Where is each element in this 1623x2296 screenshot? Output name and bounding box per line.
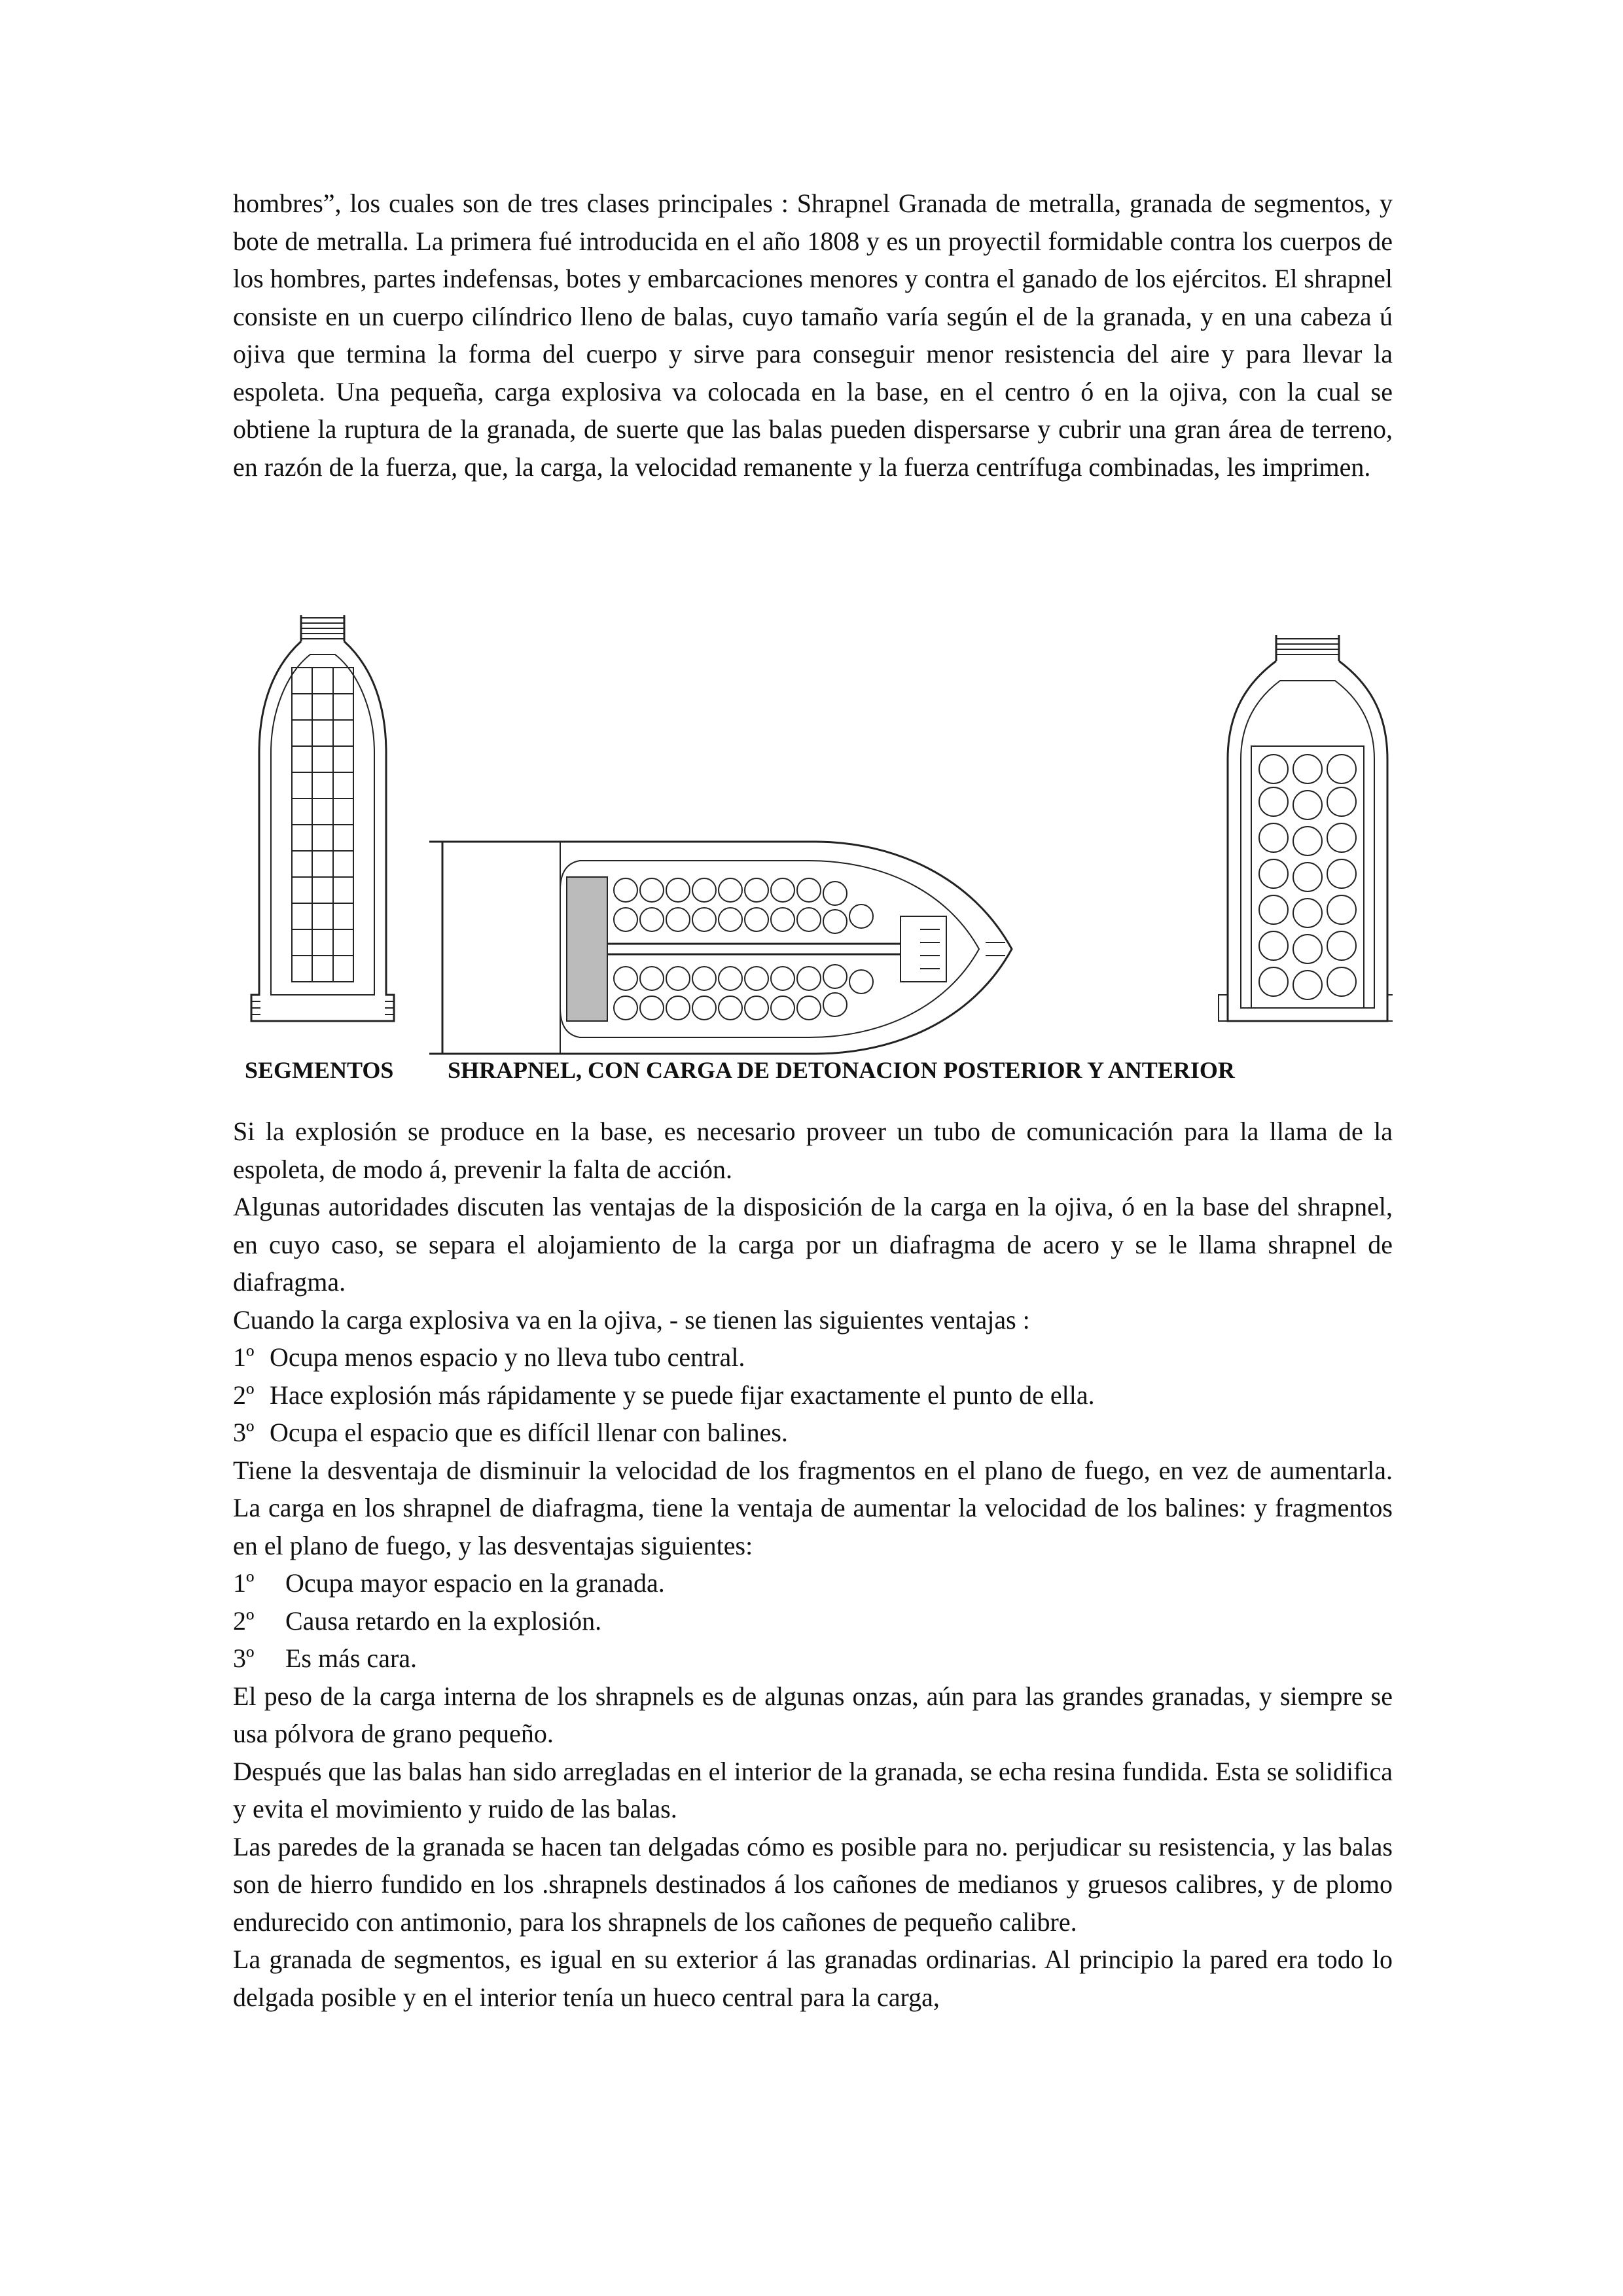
paragraph: Cuando la carga explosiva va en la ojiva, - se tienen las siguientes ventajas :: [233, 1304, 1030, 1335]
paragraph: La granada de segmentos, es igual en su exterior á las granadas ordinarias. Al principio la pared era todo lo delgada posible y en el interior tenía un hueco central para la carga,: [233, 1945, 1393, 2012]
body-text: [233, 1113, 1393, 2016]
advantage-item: 3º Ocupa el espacio que es difícil llenar con balines.: [233, 1418, 788, 1447]
disadvantage-item: 1º Ocupa mayor espacio en la granada.: [233, 1568, 665, 1598]
caption-shrapnel: SHRAPNEL, CON CARGA DE DETONACION POSTERIOR Y ANTERIOR: [448, 1057, 1235, 1083]
segment-shell-drawing: [251, 615, 394, 1021]
vertical-shrapnel-balls: [1259, 755, 1356, 999]
shell-illustrations: [233, 602, 1393, 1060]
advantage-item: 2º Hace explosión más rápidamente y se puede fijar exactamente el punto de ella.: [233, 1380, 1095, 1410]
figure-caption: [245, 1056, 1390, 1084]
paragraph: Si la explosión se produce en la base, es necesario proveer un tubo de comunicación para la llama de la espoleta, de modo á, prevenir la falta de acción.: [233, 1117, 1393, 1184]
paragraph: El peso de la carga interna de los shrapnels es de algunas onzas, aún para las grandes granadas, y siempre se usa pólvora de grano pequeño.: [233, 1681, 1393, 1748]
shrapnel-horizontal-drawing: [429, 842, 1012, 1054]
paragraph: Algunas autoridades discuten las ventajas de la disposición de la carga en la ojiva, ó en la base del shrapnel, en cuyo caso, se separa el alojamiento de la carga por un diafragma de acero y se le llama shrapnel de diafragma.: [233, 1192, 1393, 1297]
advantage-item: 1º Ocupa menos espacio y no lleva tubo central.: [233, 1342, 745, 1372]
caption-segmentos: SEGMENTOS: [245, 1057, 394, 1083]
disadvantage-item: 2º Causa retardo en la explosión.: [233, 1605, 602, 1636]
disadvantage-item: 3º Es más cara.: [233, 1643, 418, 1673]
intro-paragraph: hombres”, los cuales son de tres clases principales : Shrapnel Granada de metralla, granada de segmentos, y bote de metralla. La primera fué introducida en el año 1808 y es un proyectil formidable contra los cuerpos de los hombres, partes indefensas, botes y embarcaciones menores y contra el ganado de los ejércitos. El shrapnel consiste en un cuerpo cilíndrico lleno de balas, cuyo tamaño varía según el de la granada, y en una cabeza ú ojiva que termina la forma del cuerpo y sirve para conseguir menor resistencia del aire y para llevar la espoleta. Una pequeña, carga explosiva va colocada en la base, en el centro ó en la ojiva, con la cual se obtiene la ruptura de la granada, de suerte que las balas pueden dispersarse y cubrir una gran área de terreno, en razón de la fuerza, que, la carga, la velocidad remanente y la fuerza centrífuga combinadas, les imprimen.: [233, 188, 1393, 482]
shrapnel-balls: [614, 878, 873, 1020]
paragraph: Las paredes de la granada se hacen tan delgadas cómo es posible para no. perjudicar su resistencia, y las balas son de hierro fundido en los .shrapnels destinados á los cañones de medianos y gruesos calibres, y de plomo endurecido con antimonio, para los shrapnels de los cañones de pequeño calibre.: [233, 1831, 1393, 1937]
paragraph: Después que las balas han sido arregladas en el interior de la granada, se echa resina fundida. Esta se solidifica y evita el movimiento y ruido de las balas.: [233, 1756, 1393, 1823]
paragraph: Tiene la desventaja de disminuir la velocidad de los fragmentos en el plano de fuego, en vez de aumentarla. La carga en los shrapnel de diafragma, tiene la ventaja de aumentar la velocidad de los balines: y fragmentos en el plano de fuego, y las desventajas siguientes:: [233, 1455, 1393, 1560]
